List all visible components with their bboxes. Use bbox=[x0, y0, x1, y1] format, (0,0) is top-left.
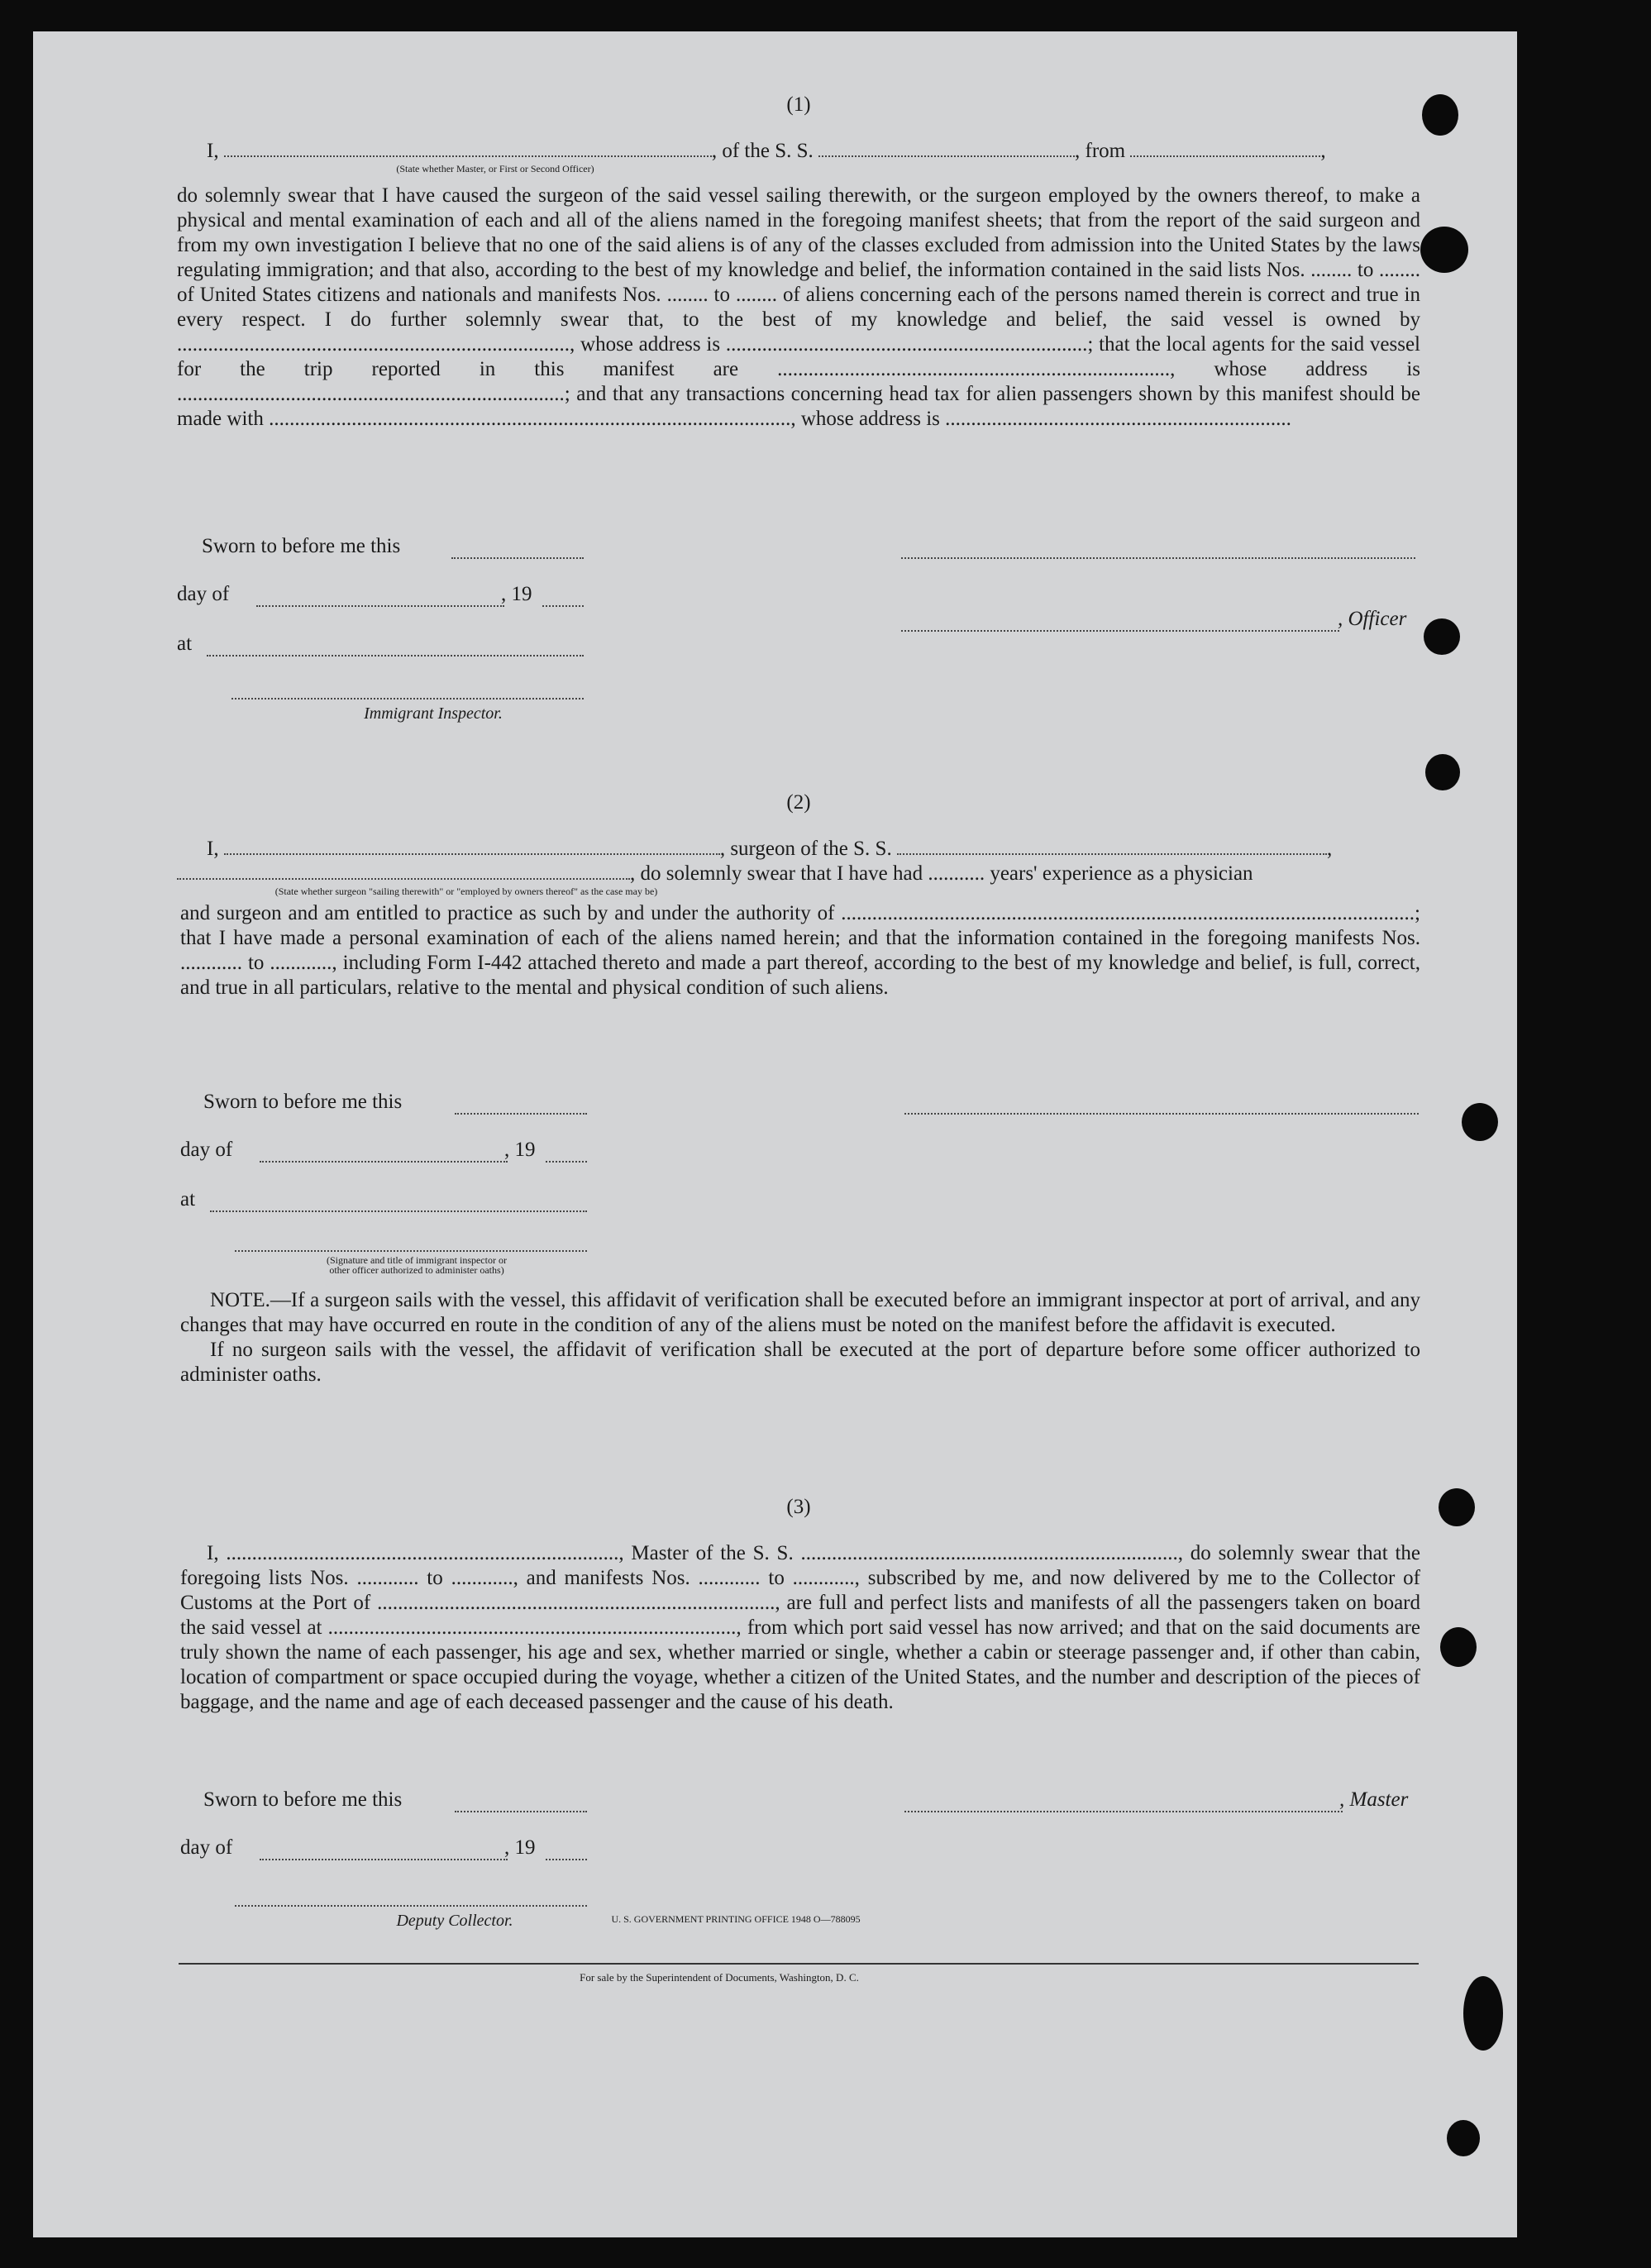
pronoun-label: I, bbox=[207, 838, 219, 860]
punch-hole bbox=[1425, 754, 1460, 790]
surgeon-signature-field[interactable] bbox=[904, 1113, 1419, 1115]
note-paragraph-1 bbox=[180, 1288, 1420, 1338]
section-2-experience-line bbox=[177, 862, 1420, 886]
administering-officer-signature-field[interactable] bbox=[235, 1250, 587, 1252]
form-page bbox=[33, 31, 1517, 2237]
printing-office-imprint: U. S. GOVERNMENT PRINTING OFFICE 1948 O—788095 bbox=[611, 1913, 861, 1925]
punch-hole bbox=[1420, 227, 1468, 273]
note-text-1: —If a surgeon sails with the vessel, this affidavit of verification shall be executed before an immigrant inspector at port of arrival, and any changes that may have occurred en route in the condition of any of the aliens must be noted on the manifest before the affidavit is executed. bbox=[180, 1289, 1420, 1336]
day-of-field-3[interactable] bbox=[260, 1859, 508, 1860]
deputy-collector-signature-field[interactable] bbox=[235, 1905, 587, 1907]
section-3 bbox=[177, 1495, 1420, 1958]
day-of-field-1[interactable] bbox=[256, 605, 504, 607]
vessel-label: , of the S. S. bbox=[711, 140, 814, 162]
section-3-body: I, ............................................................................, Master of the S. S. ........................................................................., do solemnly swear that the foregoing lists Nos. ............ to ............, and manifests Nos. ............ to ............, subscribed by me, and now delivered by me to the Collector of Customs at the Port of ............................................................................., are full and perfect lists and manifests of all the passengers taken on board the said vessel at ..............................................................................., from which port said vessel has now arrived; and that on the said documents are truly shown the name of each passenger, his age and sex, whether married or single, whether a cabin or steerage passenger and, if other than cabin, location of compartment or space occupied during the voyage, whether a citizen of the United States, and the number and description of the pieces of baggage, and the name and age of each deceased passenger and the cause of his death. bbox=[180, 1542, 1420, 1713]
day-of-field-2[interactable] bbox=[260, 1161, 508, 1163]
section-2-name-line: I, , surgeon of the S. S. , bbox=[207, 838, 1333, 860]
inspector-caption: Immigrant Inspector. bbox=[364, 704, 503, 723]
section-1-body: do solemnly swear that I have caused the surgeon of the said vessel sailing therewith, or the surgeon employed by the owners thereof, to make a physical and mental examination of each and all of the aliens named in the foregoing manifest sheets; that from the report of the said surgeon and from my own investigation I believe that no one of the said aliens is of any of the classes excluded from admission into the United States by the laws regulating immigration; and that also, according to the best of my knowledge and belief, the information contained in the said lists Nos. ........ to ........ of United States citizens and nationals and manifests Nos. ........ to ........ of aliens concerning each of the persons named therein is correct and true in every respect. I do further solemnly swear that, to the best of my knowledge and belief, the said vessel is owned by ............................................................................, whose address is ......................................................................; that the local agents for the said vessel for the trip reported in this manifest are ............................................................................, whose address is ...........................................................................; and that any transactions concerning head tax for alien passengers shown by this manifest should be made with ....................................................................................................., whose address is ................................................................... bbox=[177, 184, 1420, 430]
sale-notice: For sale by the Superintendent of Documents, Washington, D. C. bbox=[580, 1971, 859, 1984]
at-field-2[interactable] bbox=[210, 1210, 587, 1212]
section-1-heading: (1) bbox=[786, 93, 811, 116]
year-field-2[interactable] bbox=[546, 1161, 587, 1163]
surgeon-name-field[interactable] bbox=[224, 853, 720, 855]
punch-hole bbox=[1447, 2120, 1480, 2156]
surgeon-vessel-label: , surgeon of the S. S. bbox=[719, 838, 892, 860]
punch-hole bbox=[1463, 1976, 1503, 2051]
from-port-field[interactable] bbox=[1130, 155, 1320, 157]
officer-name-field[interactable] bbox=[224, 155, 712, 157]
day-of-label-2: day of bbox=[180, 1139, 233, 1161]
section-1 bbox=[177, 93, 1420, 721]
master-signature-field[interactable] bbox=[904, 1811, 1343, 1812]
at-label-2: at bbox=[180, 1188, 196, 1210]
section-1-name-line: I, , of the S. S. , from , bbox=[207, 140, 1326, 162]
at-field-1[interactable] bbox=[207, 655, 584, 657]
signature-caption-line-1: (Signature and title of immigrant inspector or bbox=[327, 1254, 507, 1266]
at-label-1: at bbox=[177, 633, 193, 655]
sworn-label-2: Sworn to before me this bbox=[203, 1091, 403, 1113]
year-label-3: , 19 bbox=[504, 1836, 536, 1859]
punch-hole bbox=[1422, 94, 1458, 136]
punch-hole bbox=[1424, 618, 1460, 655]
note-paragraph-2: If no surgeon sails with the vessel, the affidavit of verification shall be executed at the port of departure before some officer authorized to administer oaths. bbox=[180, 1339, 1420, 1386]
note-label: NOTE. bbox=[210, 1289, 270, 1311]
section-2-body: and surgeon and am entitled to practice as such by and under the authority of ...............................................................................................................; that I have made a personal examination of each of the aliens named herein; and that the information contained in the foregoing manifests Nos. ............ to ............, including Form I-442 attached thereto and made a part thereof, according to the best of my knowledge and belief, is full, correct, and true in all particulars, relative to the mental and physical condition of such aliens. bbox=[180, 902, 1420, 999]
officer-title-field[interactable] bbox=[901, 630, 1339, 632]
day-of-label-1: day of bbox=[177, 583, 230, 605]
surgeon-status-note: (State whether surgeon "sailing therewith" or "employed by owners thereof" as the case may be) bbox=[274, 886, 658, 897]
sworn-date-field-1[interactable] bbox=[451, 557, 584, 559]
punch-hole bbox=[1439, 1488, 1475, 1526]
sworn-label-1: Sworn to before me this bbox=[202, 535, 401, 557]
sworn-date-field-2[interactable] bbox=[455, 1113, 587, 1115]
section-2 bbox=[177, 790, 1420, 1435]
section-2-heading: (2) bbox=[786, 791, 811, 814]
footer-rule bbox=[179, 1963, 1419, 1965]
deputy-collector-caption: Deputy Collector. bbox=[396, 1912, 513, 1930]
sworn-label-3: Sworn to before me this bbox=[203, 1788, 403, 1811]
punch-hole bbox=[1440, 1627, 1477, 1667]
vessel-name-field[interactable] bbox=[818, 155, 1075, 157]
sworn-date-field-3[interactable] bbox=[455, 1811, 587, 1812]
pronoun-label: I, bbox=[207, 140, 219, 162]
officer-signature-field[interactable] bbox=[901, 557, 1415, 559]
punch-hole bbox=[1462, 1103, 1498, 1141]
year-label-2: , 19 bbox=[504, 1139, 536, 1161]
signature-caption-line-2: other officer authorized to administer oaths) bbox=[329, 1264, 504, 1276]
section-2-note bbox=[180, 1288, 1420, 1387]
surgeon-status-field[interactable] bbox=[177, 878, 630, 880]
year-field-3[interactable] bbox=[546, 1859, 587, 1860]
inspector-signature-field[interactable] bbox=[231, 698, 584, 699]
section-3-heading: (3) bbox=[786, 1496, 811, 1518]
officer-caption: , Officer bbox=[1338, 608, 1407, 630]
experience-text: , do solemnly swear that I have had ........... years' experience as a physician bbox=[630, 862, 1253, 885]
officer-rank-note: (State whether Master, or First or Second Officer) bbox=[396, 163, 594, 174]
master-caption: , Master bbox=[1339, 1788, 1409, 1811]
year-field-1[interactable] bbox=[542, 605, 584, 607]
surgeon-vessel-field[interactable] bbox=[897, 853, 1327, 855]
day-of-label-3: day of bbox=[180, 1836, 233, 1859]
year-label-1: , 19 bbox=[501, 583, 532, 605]
from-label: , from bbox=[1075, 140, 1126, 162]
